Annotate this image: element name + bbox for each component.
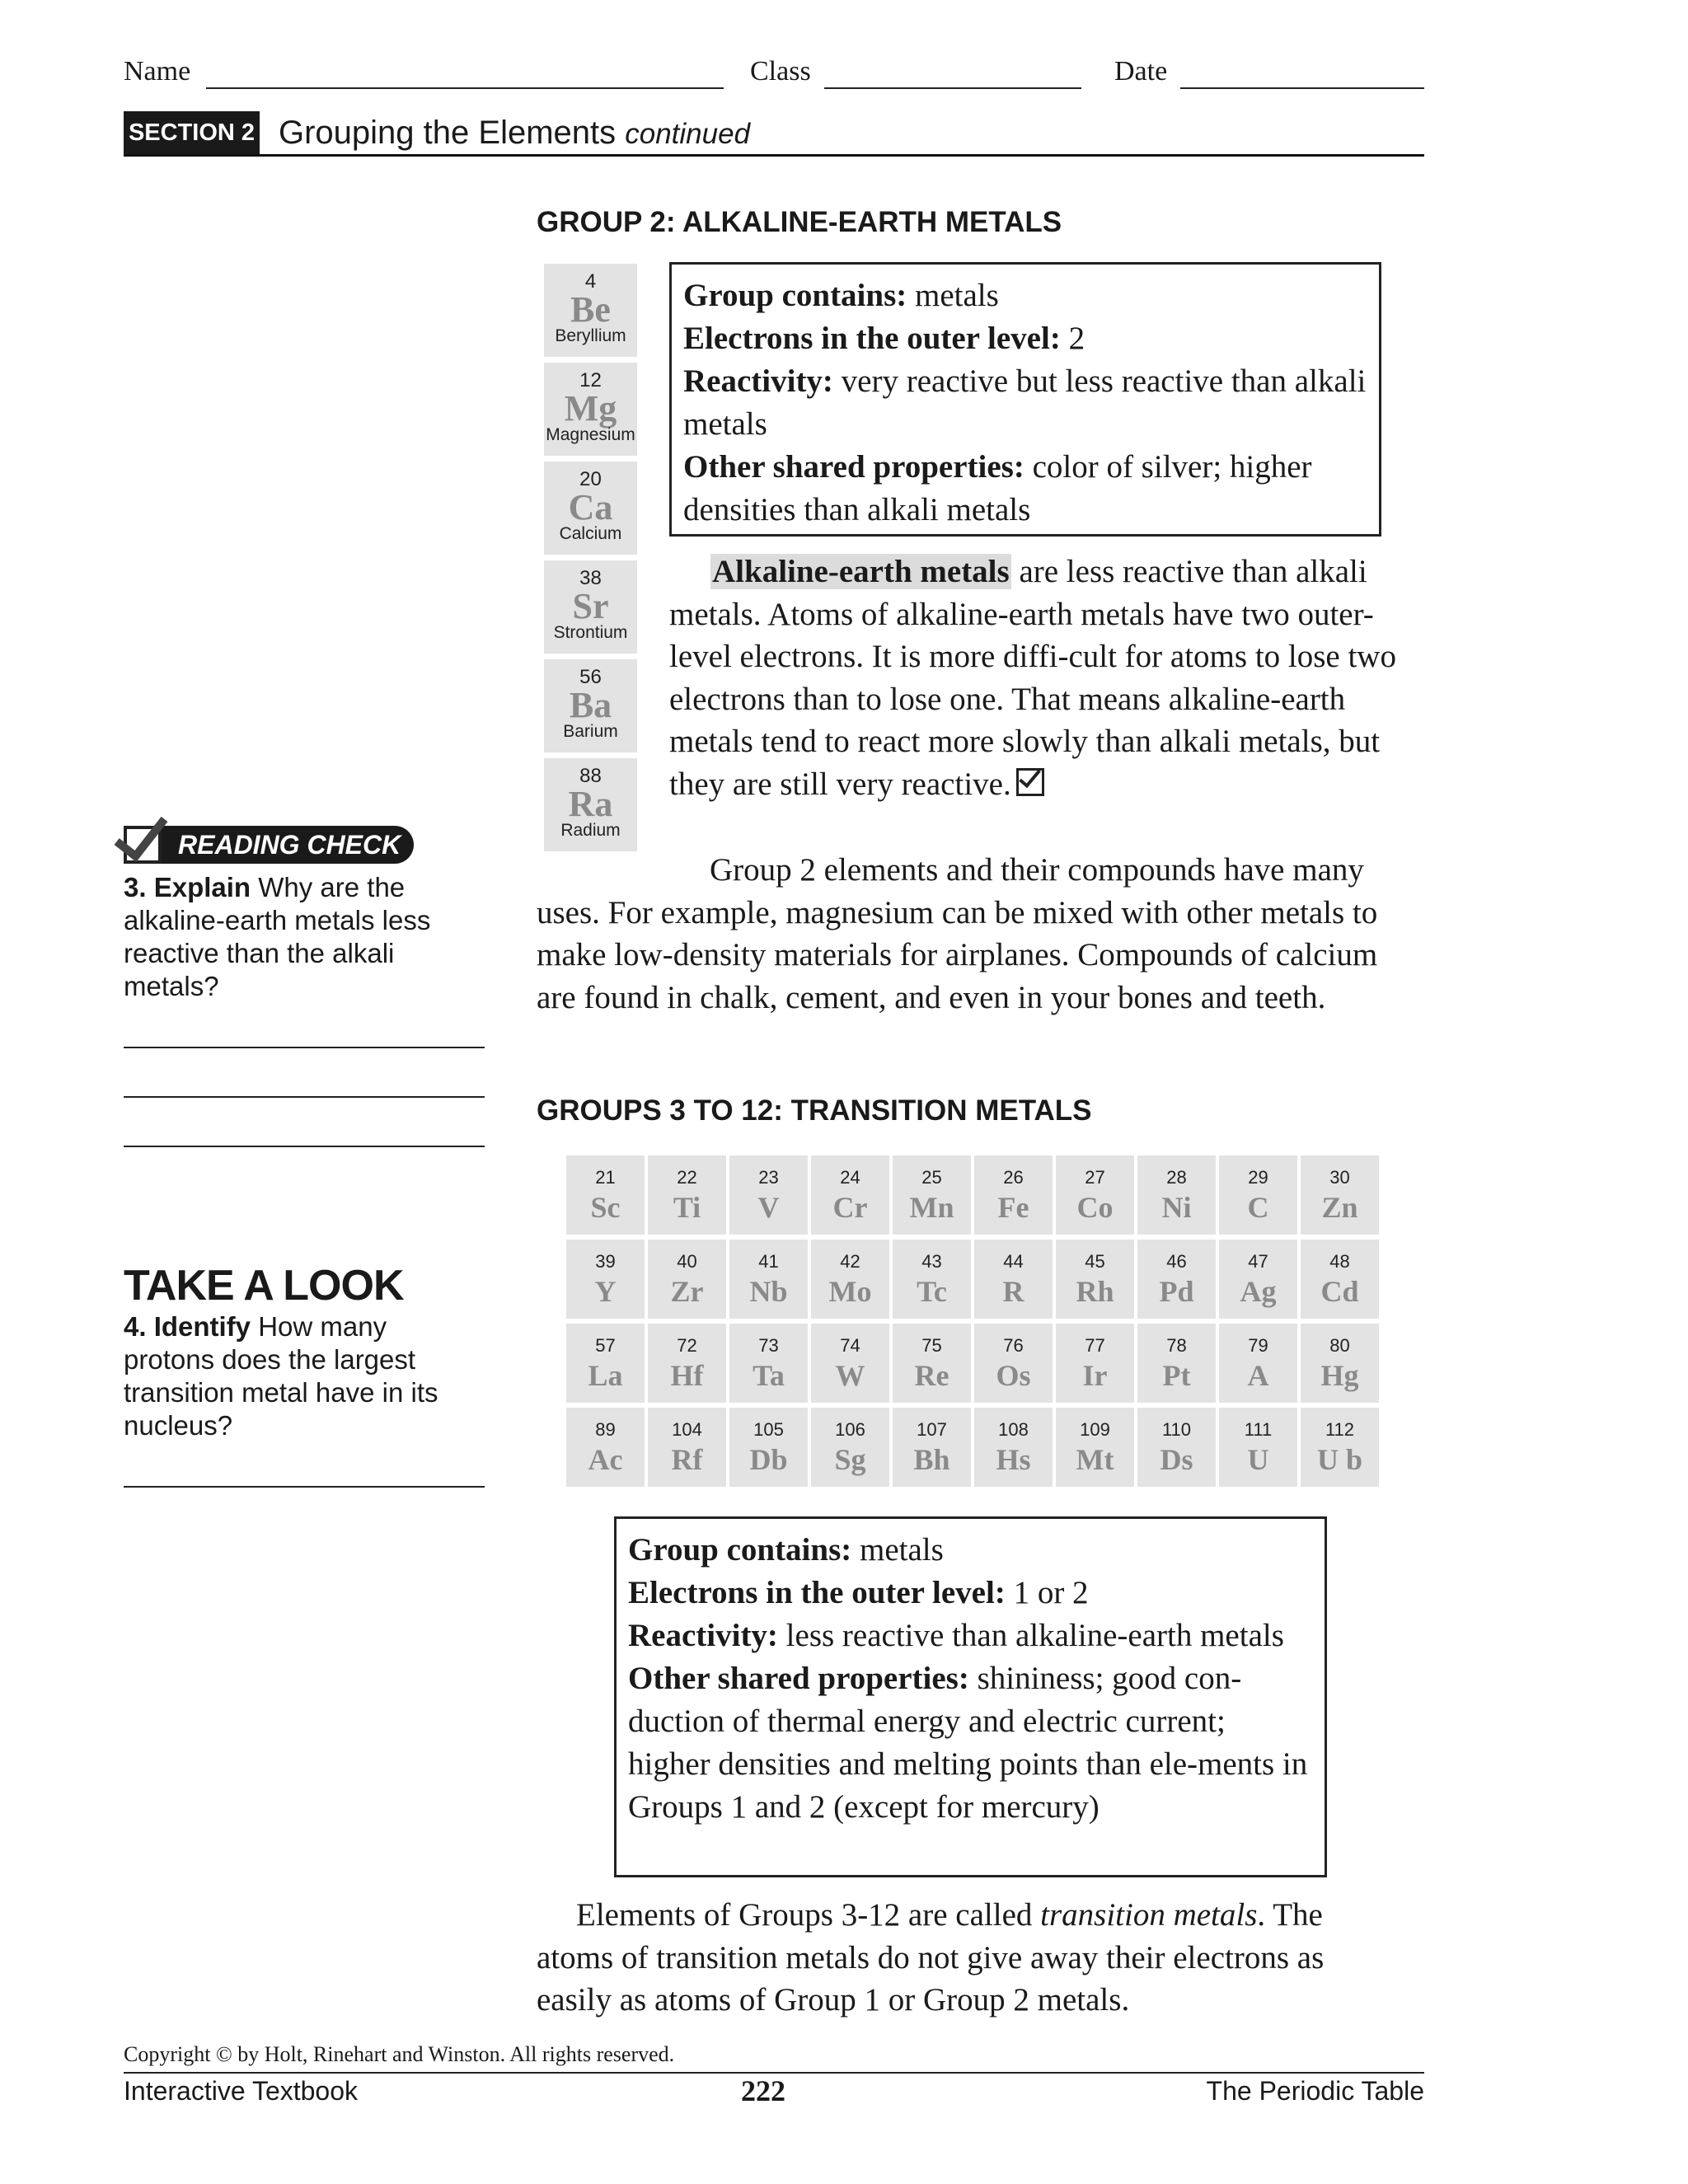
transition-element-cell bbox=[1219, 1324, 1297, 1403]
element-symbol: Zn bbox=[1321, 1191, 1358, 1224]
transition-element-cell bbox=[1137, 1408, 1216, 1487]
atomic-number: 110 bbox=[1161, 1419, 1192, 1440]
element-symbol: U bbox=[1247, 1443, 1269, 1476]
atomic-number: 80 bbox=[1329, 1335, 1350, 1356]
element-symbol: Ba bbox=[569, 685, 612, 725]
atomic-number: 45 bbox=[1085, 1251, 1105, 1272]
element-symbol: Ti bbox=[673, 1191, 701, 1224]
answer-line-3b[interactable] bbox=[124, 1096, 485, 1098]
section-header bbox=[124, 111, 1424, 157]
answer-line-4[interactable] bbox=[124, 1486, 485, 1488]
element-cell-calcium bbox=[544, 462, 637, 555]
transition-element-cell bbox=[729, 1155, 808, 1235]
element-symbol: Mo bbox=[828, 1275, 872, 1308]
atomic-number: 111 bbox=[1244, 1419, 1273, 1440]
transition-element-cell bbox=[974, 1240, 1053, 1319]
transition-element-cell bbox=[1301, 1408, 1379, 1487]
element-symbol: Tc bbox=[917, 1275, 947, 1308]
atomic-number: 77 bbox=[1085, 1335, 1105, 1356]
transition-element-cell bbox=[974, 1155, 1053, 1235]
element-cell-strontium bbox=[544, 560, 637, 654]
element-symbol: Ra bbox=[568, 784, 613, 824]
transition-element-cell bbox=[1219, 1408, 1297, 1487]
atomic-number: 26 bbox=[1003, 1167, 1024, 1188]
atomic-number: 40 bbox=[677, 1251, 697, 1272]
element-symbol: Zr bbox=[670, 1275, 704, 1308]
element-name: Beryllium bbox=[555, 326, 626, 345]
element-symbol: Hf bbox=[670, 1359, 704, 1392]
atomic-number: 74 bbox=[840, 1335, 860, 1356]
element-symbol: Rh bbox=[1076, 1275, 1114, 1308]
element-symbol: Mt bbox=[1076, 1443, 1114, 1476]
element-symbol: A bbox=[1247, 1359, 1269, 1392]
transition-element-cell bbox=[1301, 1240, 1379, 1319]
atomic-number: 27 bbox=[1085, 1167, 1105, 1188]
element-symbol: Mn bbox=[909, 1191, 954, 1224]
transition-paragraph: Elements of Groups 3-12 are called transition metals. The atoms of transition metals do not give away their electrons as easily as atoms of Group 1 or Group 2 metals. bbox=[537, 1897, 1325, 2018]
continued-label: continued bbox=[625, 118, 751, 150]
transition-element-cell bbox=[566, 1408, 645, 1487]
transition-element-cell bbox=[1137, 1324, 1216, 1403]
atomic-number: 57 bbox=[595, 1335, 616, 1356]
transition-element-cell bbox=[1219, 1155, 1297, 1235]
reading-check-badge bbox=[124, 818, 414, 864]
atomic-number: 105 bbox=[753, 1419, 784, 1440]
element-symbol: Ni bbox=[1161, 1191, 1192, 1224]
element-symbol: V bbox=[757, 1191, 780, 1224]
atomic-number: 24 bbox=[840, 1167, 860, 1188]
transition-element-cell bbox=[729, 1408, 808, 1487]
element-symbol: Cr bbox=[832, 1191, 868, 1224]
group2-heading: GROUP 2: ALKALINE-EARTH METALS bbox=[537, 206, 1062, 238]
atomic-number: 108 bbox=[998, 1419, 1029, 1440]
footer-chapter-title: The Periodic Table bbox=[1206, 2076, 1424, 2106]
transition-element-cell bbox=[648, 1408, 726, 1487]
transition-element-cell bbox=[893, 1408, 971, 1487]
element-symbol: La bbox=[588, 1359, 623, 1392]
element-name: Calcium bbox=[559, 524, 622, 543]
atomic-number: 106 bbox=[835, 1419, 865, 1440]
element-cell-magnesium bbox=[544, 363, 637, 456]
transition-element-cell bbox=[648, 1240, 726, 1319]
transition-element-cell bbox=[566, 1155, 645, 1235]
atomic-number: 78 bbox=[1166, 1335, 1187, 1356]
atomic-number: 42 bbox=[840, 1251, 860, 1272]
element-symbol: Rf bbox=[671, 1443, 703, 1476]
name-blank[interactable] bbox=[206, 87, 724, 89]
atomic-number: 21 bbox=[595, 1167, 616, 1188]
group2-element-column bbox=[544, 264, 637, 857]
atomic-number: 88 bbox=[579, 765, 602, 787]
element-symbol: Sr bbox=[572, 586, 609, 626]
transition-element-cell bbox=[974, 1408, 1053, 1487]
transition-element-cell bbox=[566, 1240, 645, 1319]
element-name: Barium bbox=[563, 722, 618, 741]
transition-properties-box: Group contains: metals Electrons in the outer level: 1 or 2 Reactivity: less reactive than alkaline-earth metals Other shared properties: shininess; good con-duction of thermal energy and electric current; higher densities and melting points than ele-ments in Groups 1 and 2 (except for mercury) bbox=[614, 1516, 1327, 1877]
element-symbol: U b bbox=[1316, 1443, 1363, 1476]
class-label: Class bbox=[750, 56, 811, 87]
atomic-number: 48 bbox=[1329, 1251, 1350, 1272]
atomic-number: 28 bbox=[1166, 1167, 1187, 1188]
take-a-look-heading: TAKE A LOOK bbox=[124, 1262, 404, 1310]
atomic-number: 73 bbox=[758, 1335, 779, 1356]
atomic-number: 4 bbox=[584, 270, 597, 293]
section-tag: SECTION 2 bbox=[124, 111, 260, 154]
element-symbol: Bh bbox=[913, 1443, 950, 1476]
footer-book-title: Interactive Textbook bbox=[124, 2076, 359, 2106]
transition-element-cell bbox=[1301, 1155, 1379, 1235]
element-symbol: Hs bbox=[996, 1443, 1031, 1476]
transition-heading: GROUPS 3 TO 12: TRANSITION METALS bbox=[537, 1094, 1092, 1127]
transition-element-cell bbox=[1137, 1240, 1216, 1319]
element-symbol: C bbox=[1247, 1191, 1269, 1224]
vocab-term-transition-metals: transition metals bbox=[1040, 1897, 1258, 1933]
atomic-number: 44 bbox=[1003, 1251, 1024, 1272]
atomic-number: 89 bbox=[595, 1419, 616, 1440]
transition-element-cell bbox=[729, 1240, 808, 1319]
transition-metals-table bbox=[566, 1155, 1379, 1487]
question-4: 4. Identify How many protons does the largest transition metal have in its nucleus? bbox=[124, 1311, 438, 1441]
group2-paragraph-1: Alkaline-earth metals are less reactive than alkali metals. Atoms of alkaline-earth metals have two outer-level electrons. It is more diffi-cult for atoms to lose two electrons than to lose one. That means alkaline-earth metals tend to react more slowly than alkali metals, but they are still very reactive. bbox=[669, 554, 1396, 802]
transition-element-cell bbox=[893, 1324, 971, 1403]
date-label: Date bbox=[1114, 56, 1168, 87]
element-symbol: Fe bbox=[997, 1191, 1029, 1224]
atomic-number: 12 bbox=[579, 369, 602, 391]
element-symbol: Sc bbox=[590, 1191, 621, 1224]
group2-properties-box: Group contains: metals Electrons in the outer level: 2 Reactivity: very reactive but less reactive than alkali metals Other shared properties: color of silver; higher densities than alkali metals bbox=[669, 262, 1381, 537]
element-cell-barium bbox=[544, 659, 637, 752]
element-symbol: Ac bbox=[588, 1443, 623, 1476]
element-name: Radium bbox=[560, 821, 621, 840]
atomic-number: 30 bbox=[1329, 1167, 1350, 1188]
atomic-number: 104 bbox=[672, 1419, 702, 1440]
section-title: Grouping the Elements continued bbox=[279, 115, 751, 151]
element-symbol: Cd bbox=[1320, 1275, 1359, 1308]
transition-element-cell bbox=[974, 1324, 1053, 1403]
transition-element-cell bbox=[1219, 1240, 1297, 1319]
answer-line-3a[interactable] bbox=[124, 1047, 485, 1048]
question-3: 3. Explain Why are the alkaline-earth metals less reactive than the alkali metals? bbox=[124, 872, 431, 1001]
transition-element-cell bbox=[729, 1324, 808, 1403]
element-symbol: Co bbox=[1076, 1191, 1114, 1224]
element-symbol: Ag bbox=[1240, 1275, 1277, 1308]
element-symbol: Ds bbox=[1160, 1443, 1193, 1476]
reading-check-label: READING CHECK bbox=[162, 826, 414, 864]
element-symbol: Sg bbox=[834, 1443, 866, 1476]
vocab-term-alkaline-earth: Alkaline-earth metals bbox=[712, 554, 1010, 589]
atomic-number: 75 bbox=[921, 1335, 942, 1356]
transition-element-cell bbox=[893, 1155, 971, 1235]
answer-line-3c[interactable] bbox=[124, 1146, 485, 1147]
transition-element-cell bbox=[566, 1324, 645, 1403]
element-name: Magnesium bbox=[546, 425, 635, 444]
element-name: Strontium bbox=[553, 623, 628, 642]
transition-element-cell bbox=[811, 1408, 889, 1487]
element-symbol: Ir bbox=[1082, 1359, 1108, 1392]
atomic-number: 25 bbox=[921, 1167, 942, 1188]
element-symbol: Db bbox=[749, 1443, 788, 1476]
atomic-number: 47 bbox=[1248, 1251, 1268, 1272]
reading-check-checkbox-icon bbox=[1016, 768, 1044, 796]
transition-element-cell bbox=[893, 1240, 971, 1319]
element-symbol: Hg bbox=[1320, 1359, 1359, 1392]
transition-element-cell bbox=[1056, 1240, 1134, 1319]
class-blank[interactable] bbox=[824, 87, 1081, 89]
element-symbol: Os bbox=[996, 1359, 1031, 1392]
atomic-number: 107 bbox=[917, 1419, 947, 1440]
atomic-number: 38 bbox=[579, 567, 602, 589]
atomic-number: 43 bbox=[921, 1251, 942, 1272]
element-symbol: Pt bbox=[1162, 1359, 1191, 1392]
element-symbol: Pd bbox=[1159, 1275, 1194, 1308]
element-cell-radium bbox=[544, 758, 637, 851]
atomic-number: 56 bbox=[579, 666, 602, 688]
transition-element-cell bbox=[811, 1324, 889, 1403]
element-symbol: Re bbox=[914, 1359, 950, 1392]
atomic-number: 41 bbox=[758, 1251, 779, 1272]
transition-element-cell bbox=[1301, 1324, 1379, 1403]
transition-element-cell bbox=[811, 1240, 889, 1319]
atomic-number: 72 bbox=[677, 1335, 697, 1356]
element-symbol: Y bbox=[594, 1275, 617, 1308]
element-symbol: Mg bbox=[564, 388, 617, 429]
transition-element-cell bbox=[811, 1155, 889, 1235]
element-cell-beryllium bbox=[544, 264, 637, 357]
atomic-number: 109 bbox=[1080, 1419, 1110, 1440]
transition-element-cell bbox=[1137, 1155, 1216, 1235]
atomic-number: 20 bbox=[579, 468, 602, 490]
atomic-number: 22 bbox=[677, 1167, 697, 1188]
element-symbol: W bbox=[835, 1359, 865, 1392]
element-symbol: Be bbox=[570, 289, 611, 330]
page-number: 222 bbox=[741, 2074, 785, 2107]
atomic-number: 76 bbox=[1003, 1335, 1024, 1356]
atomic-number: 23 bbox=[758, 1167, 779, 1188]
atomic-number: 79 bbox=[1248, 1335, 1268, 1356]
element-symbol: Ca bbox=[568, 487, 613, 527]
transition-element-cell bbox=[1056, 1408, 1134, 1487]
transition-element-cell bbox=[648, 1155, 726, 1235]
copyright: Copyright © by Holt, Rinehart and Winston. All rights reserved. bbox=[124, 2042, 675, 2066]
transition-element-cell bbox=[648, 1324, 726, 1403]
transition-element-cell bbox=[1056, 1324, 1134, 1403]
element-symbol: Ta bbox=[753, 1359, 785, 1392]
atomic-number: 46 bbox=[1166, 1251, 1187, 1272]
transition-element-cell bbox=[1056, 1155, 1134, 1235]
group2-paragraph-2: Group 2 elements and their compounds have many uses. For example, magnesium can be mixed with other metals to make low-density materials for airplanes. Compounds of calcium are found in chalk, cement, and even in your bones and teeth. bbox=[537, 852, 1378, 1015]
atomic-number: 39 bbox=[595, 1251, 616, 1272]
date-blank[interactable] bbox=[1180, 87, 1424, 89]
name-label: Name bbox=[124, 56, 191, 87]
element-symbol: Nb bbox=[749, 1275, 788, 1308]
atomic-number: 29 bbox=[1248, 1167, 1268, 1188]
atomic-number: 112 bbox=[1325, 1419, 1355, 1440]
element-symbol: R bbox=[1002, 1275, 1025, 1308]
